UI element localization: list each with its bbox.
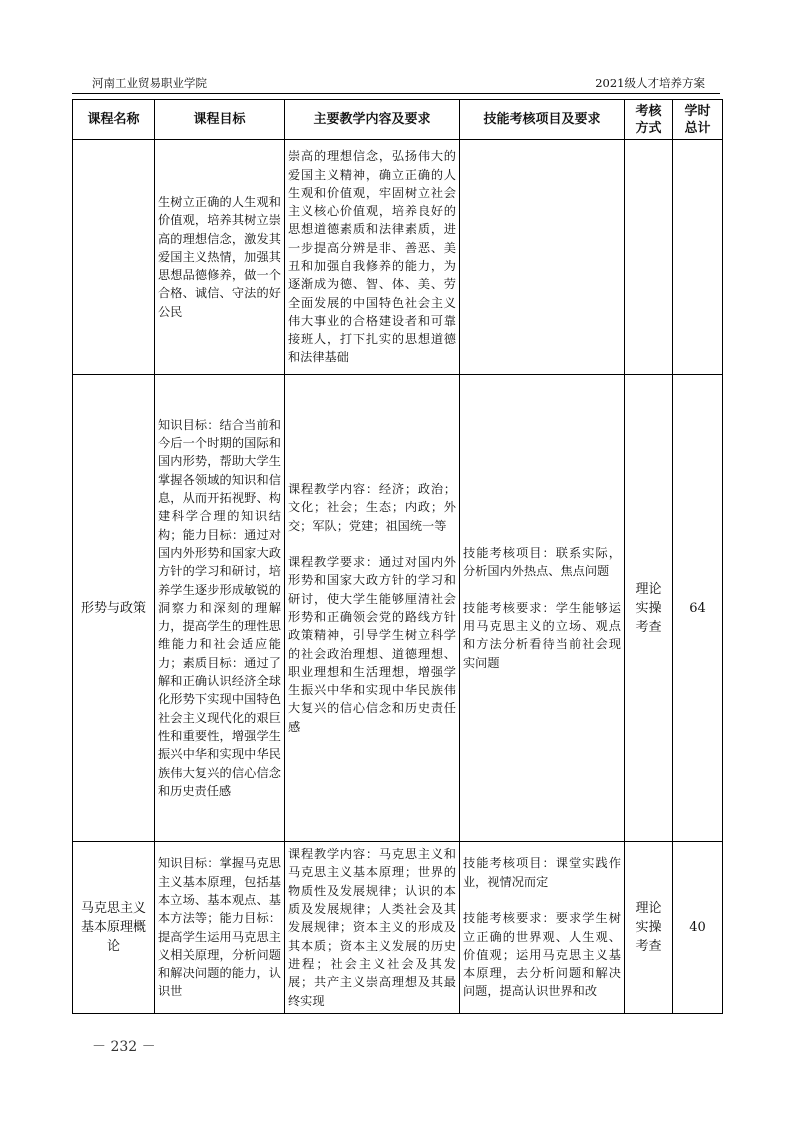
assess-cell: 理论 实操 考查 [625, 375, 673, 842]
course-table [72, 99, 723, 1014]
course-name-cell: 形势与政策 [73, 375, 155, 842]
course-content-cell: 课程教学内容：马克思主义和马克思主义基本原理；世界的物质性及发展规律；认识的本质及发展规律；人类社会及其发展规律；资本主义的形成及其本质；资本主义发展的历史进程；社会主义社会及其发展；共产主义崇高理想及其最终实现 [285, 842, 460, 1014]
header-doc-title: 2021级人才培养方案 [595, 76, 705, 90]
skill-cell: 技能考核项目：课堂实践作业，视情况而定 技能考核要求：要求学生树立正确的世界观、人生观、价值观；运用马克思主义基本原理，去分析问题和解决问题，提高认识世界和改 [460, 842, 625, 1014]
skill-cell: 技能考核项目：联系实际，分析国内外热点、焦点问题 技能考核要求：学生能够运用马克思主义的立场、观点和方法分析看待当前社会现实问题 [460, 375, 625, 842]
table-row [73, 842, 723, 1014]
col-header-hours: 学时 总计 [673, 100, 723, 140]
col-header-skill: 技能考核项目及要求 [460, 100, 625, 140]
course-goal-cell: 知识目标：结合当前和今后一个时期的国际和国内形势，帮助大学生掌握各领域的知识和信息，从而开拓视野、构建科学合理的知识结构；能力目标：通过对国内外形势和国家大政方针的学习和研讨，培养学生逐步形成敏锐的洞察力和深刻的理解力，提高学生的理性思维能力和社会适应能力；素质目标：通过了解和正确认识经济全球化形势下实现中国特色社会主义现代化的艰巨性和重要性，增强学生振兴中华和实现中华民族伟大复兴的信心信念和历史责任感 [155, 375, 285, 842]
course-content-cell: 课程教学内容：经济；政治；文化；社会；生态；内政；外交；军队；党建；祖国统一等 课程教学要求：通过对国内外形势和国家大政方针的学习和研讨，使大学生能够厘清社会形势和正确领会党的路线方针政策精神，引导学生树立科学的社会政治理想、道德理想、职业理想和生活理想，增强学生振兴中华和实现中华民族伟大复兴的信心信念和历史责任感 [285, 375, 460, 842]
col-header-goal: 课程目标 [155, 100, 285, 140]
col-header-name: 课程名称 [73, 100, 155, 140]
assess-cell: 理论 实操 考查 [625, 842, 673, 1014]
page-number: － 232 － [92, 1039, 156, 1055]
course-goal-cell: 知识目标：掌握马克思主义基本原理，包括基本立场、基本观点、基本方法等；能力目标：提高学生运用马克思主义相关原理，分析问题和解决问题的能力，认识世 [155, 842, 285, 1014]
course-goal-cell: 生树立正确的人生观和价值观，培养其树立崇高的理想信念，激发其爱国主义热情，加强其思想品德修养，做一个合格、诚信、守法的好公民 [155, 140, 285, 375]
col-header-assess: 考核 方式 [625, 100, 673, 140]
course-name-cell [73, 140, 155, 375]
table-header-row [73, 100, 723, 140]
course-name-cell: 马克思主义基本原理概论 [73, 842, 155, 1014]
hours-cell: 40 [673, 842, 723, 1014]
assess-cell [625, 140, 673, 375]
skill-cell [460, 140, 625, 375]
col-header-content: 主要教学内容及要求 [285, 100, 460, 140]
table-row [73, 375, 723, 842]
hours-cell: 64 [673, 375, 723, 842]
header-school: 河南工业贸易职业学院 [92, 76, 207, 90]
course-content-cell: 崇高的理想信念，弘扬伟大的爱国主义精神，确立正确的人生观和价值观，牢固树立社会主义核心价值观，培养良好的思想道德素质和法律素质，进一步提高分辨是非、善恶、美丑和加强自我修养的能力，为逐渐成为德、智、体、美、劳全面发展的中国特色社会主义伟大事业的合格建设者和可靠接班人，打下扎实的思想道德和法律基础 [285, 140, 460, 375]
hours-cell [673, 140, 723, 375]
table-row [73, 140, 723, 375]
header-rule [72, 93, 720, 94]
